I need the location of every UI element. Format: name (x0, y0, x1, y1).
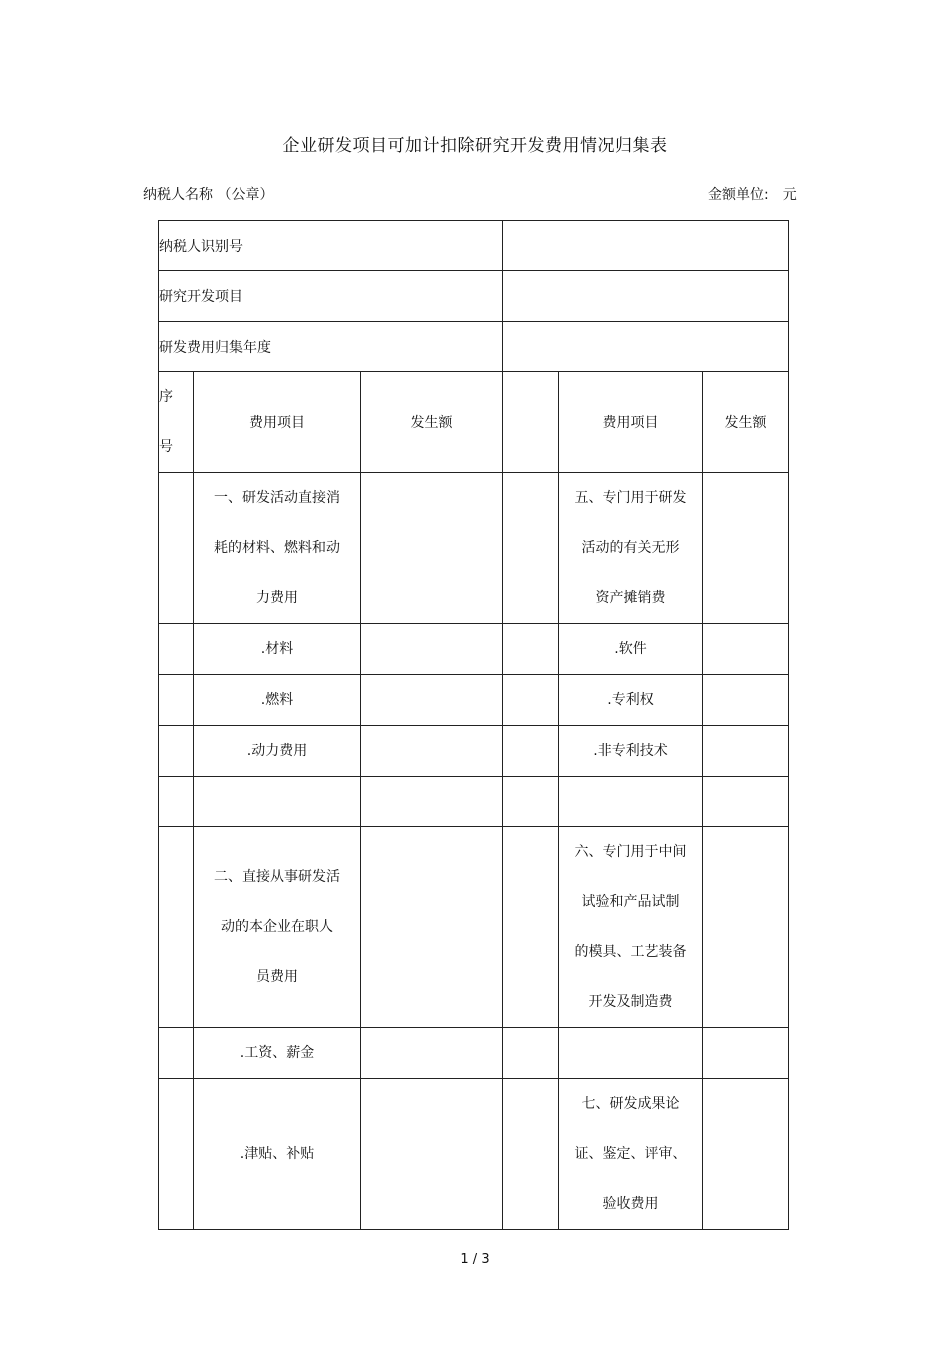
row-seq-left (159, 1079, 194, 1230)
amount-left-cell[interactable] (361, 624, 503, 675)
row-seq-left (159, 624, 194, 675)
expense-row (159, 726, 789, 777)
expense-item-right (559, 1079, 703, 1230)
amount-right-cell[interactable] (703, 624, 789, 675)
expense-item-right (559, 675, 703, 726)
taxpayer-id-field[interactable] (503, 221, 789, 271)
expense-item-right-line: 六、专门用于中间 (574, 844, 687, 860)
row-seq-right (503, 1079, 559, 1230)
row-seq-left (159, 827, 194, 1028)
expense-item-left (194, 473, 361, 624)
row-seq-left (159, 726, 194, 777)
expense-item-left-line: .材料 (260, 641, 294, 657)
amount-right-cell[interactable] (703, 726, 789, 777)
expense-item-right (559, 1028, 703, 1079)
expense-item-right-line: 的模具、工艺装备 (574, 944, 687, 960)
expense-item-right (559, 726, 703, 777)
amount-left-header: 发生额 (361, 372, 503, 473)
year-label: 研发费用归集年度 (159, 322, 503, 372)
expense-collection-table (158, 220, 789, 372)
amount-left-cell[interactable] (361, 1079, 503, 1230)
item-right-header: 费用项目 (559, 372, 703, 473)
seq-right-header (503, 372, 559, 473)
expense-item-left-line: .燃料 (260, 692, 294, 708)
row-seq-right (503, 473, 559, 624)
amount-unit-value: 元 (782, 187, 797, 203)
expense-item-left-line: 动的本企业在职人 (221, 919, 333, 935)
amount-right-cell[interactable] (703, 777, 789, 827)
amount-left-cell[interactable] (361, 1028, 503, 1079)
expense-item-right-line: 活动的有关无形 (581, 540, 680, 556)
amount-right-cell[interactable] (703, 827, 789, 1028)
expense-item-right-line: .非专利技术 (593, 743, 668, 759)
expense-row (159, 473, 789, 624)
amount-left-cell[interactable] (361, 777, 503, 827)
expense-row (159, 777, 789, 827)
expense-item-left-line: 耗的材料、燃料和动 (214, 540, 340, 556)
amount-right-cell[interactable] (703, 1028, 789, 1079)
row-seq-left (159, 675, 194, 726)
expense-item-right-line: 证、鉴定、评审、 (574, 1146, 687, 1162)
page-number: 1 / 3 (460, 1252, 490, 1267)
info-row-year (159, 322, 789, 372)
seq-header (159, 372, 194, 473)
expense-row (159, 624, 789, 675)
expense-item-left-line: 力费用 (256, 590, 298, 606)
row-seq-right (503, 624, 559, 675)
expense-item-left (194, 675, 361, 726)
amount-right-cell[interactable] (703, 1079, 789, 1230)
amount-left-cell[interactable] (361, 675, 503, 726)
amount-left-cell[interactable] (361, 827, 503, 1028)
expense-item-right-line: .软件 (614, 641, 647, 657)
year-field[interactable] (503, 322, 789, 372)
info-row-taxpayer-id (159, 221, 789, 271)
expense-row (159, 1028, 789, 1079)
expense-item-left (194, 1028, 361, 1079)
amount-right-cell[interactable] (703, 473, 789, 624)
taxpayer-id-label: 纳税人识别号 (159, 221, 503, 271)
expense-item-left-line: .动力费用 (246, 743, 308, 759)
expense-item-right-line: 试验和产品试制 (581, 894, 680, 910)
expense-item-left-line: .津贴、补贴 (239, 1146, 315, 1162)
row-seq-right (503, 777, 559, 827)
seq-header-line1: 序 (159, 389, 173, 405)
row-seq-left (159, 1028, 194, 1079)
expense-item-right-line: .专利权 (607, 692, 654, 708)
expense-item-right-line: 资产摊销费 (595, 590, 666, 606)
project-label: 研究开发项目 (159, 271, 503, 322)
row-seq-left (159, 473, 194, 624)
expense-item-right (559, 624, 703, 675)
document-title: 企业研发项目可加计扣除研究开发费用情况归集表 (282, 136, 668, 156)
header-row (159, 372, 789, 473)
expense-item-right-line: 验收费用 (602, 1196, 659, 1212)
row-seq-right (503, 726, 559, 777)
expense-item-left (194, 624, 361, 675)
seq-header-line2: 号 (159, 439, 173, 455)
expense-item-left-line: 一、研发活动直接消 (214, 490, 340, 506)
row-seq-right (503, 675, 559, 726)
item-left-header: 费用项目 (194, 372, 361, 473)
expense-item-left (194, 827, 361, 1028)
taxpayer-name-label: 纳税人名称 （公章） (143, 187, 274, 203)
project-field[interactable] (503, 271, 789, 322)
expense-row (159, 827, 789, 1028)
expense-item-right (559, 827, 703, 1028)
row-seq-right (503, 1028, 559, 1079)
amount-unit (708, 184, 797, 204)
amount-unit-label: 金额单位: (708, 187, 769, 203)
info-row-project (159, 271, 789, 322)
expense-item-left (194, 777, 361, 827)
expense-item-left-line: 员费用 (256, 969, 298, 985)
expense-item-right-line: 七、研发成果论 (581, 1096, 680, 1112)
amount-right-header: 发生额 (703, 372, 789, 473)
expense-item-right-line: 五、专门用于研发 (574, 490, 687, 506)
expense-item-right-line: 开发及制造费 (588, 994, 673, 1010)
expense-items-table (158, 371, 789, 1230)
amount-right-cell[interactable] (703, 675, 789, 726)
row-seq-left (159, 777, 194, 827)
expense-row (159, 1079, 789, 1230)
amount-left-cell[interactable] (361, 726, 503, 777)
expense-item-left (194, 1079, 361, 1230)
expense-item-left-line: 二、直接从事研发活 (214, 869, 340, 885)
expense-row (159, 675, 789, 726)
expense-item-right (559, 473, 703, 624)
expense-item-right (559, 777, 703, 827)
amount-left-cell[interactable] (361, 473, 503, 624)
expense-item-left (194, 726, 361, 777)
expense-item-left-line: .工资、薪金 (239, 1045, 315, 1061)
row-seq-right (503, 827, 559, 1028)
